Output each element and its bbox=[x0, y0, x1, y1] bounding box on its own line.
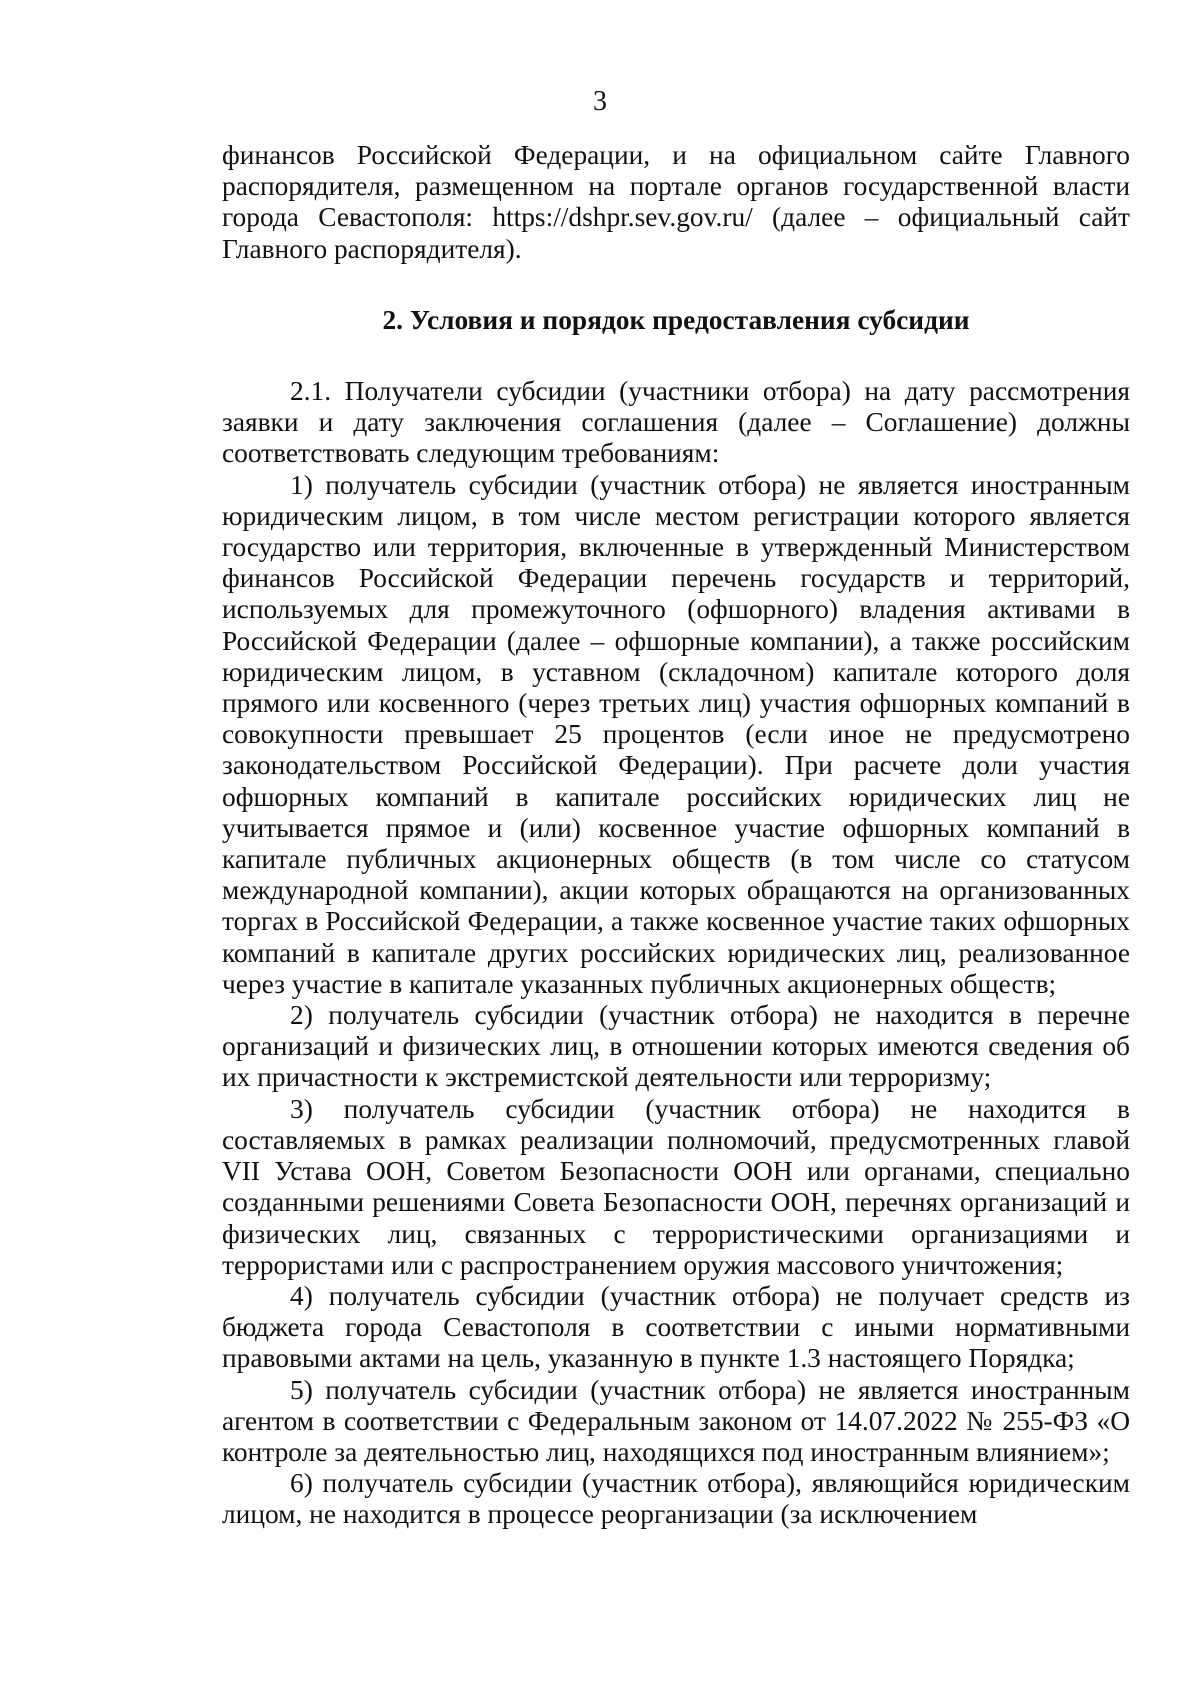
paragraph-2-1: 2.1. Получатели субсидии (участники отбора) на дату рассмотрения заявки и дату заключения соглашения (далее – Соглашение) должны соответствовать следующим требованиям: bbox=[222, 376, 1130, 469]
requirement-3: 3) получатель субсидии (участник отбора) не находится в составляемых в рамках реализации полномочий, предусмотренных главой VII Устава ООН, Советом Безопасности ООН или органами, специально созданными решениями Совета Безопасности ООН, перечнях организаций и физических лиц, связанных с террористическими организациями и террористами или с распространением оружия массового уничтожения; bbox=[222, 1093, 1130, 1280]
section-heading: 2. Условия и порядок предоставления субсидии bbox=[382, 304, 970, 335]
requirement-6: 6) получатель субсидии (участник отбора), являющийся юридическим лицом, не находится в процессе реорганизации (за исключением bbox=[222, 1468, 1130, 1530]
requirement-5: 5) получатель субсидии (участник отбора) не является иностранным агентом в соответствии с Федеральным законом от 14.07.2022 № 255-ФЗ «О контроле за деятельностью лиц, находящихся под иностранным влиянием»; bbox=[222, 1374, 1130, 1467]
requirement-4: 4) получатель субсидии (участник отбора) не получает средств из бюджета города Севастополя в соответствии с иными нормативными правовыми актами на цель, указанную в пункте 1.3 настоящего Порядка; bbox=[222, 1280, 1130, 1374]
requirement-1: 1) получатель субсидии (участник отбора) не является иностранным юридическим лицом, в том числе местом регистрации которого является государство или территория, включенные в утвержденный Министерством финансов Российской Федерации перечень государств и территорий, используемых для промежуточного (офшорного) владения активами в Российской Федерации (далее – офшорные компании), а также российским юридическим лицом, в уставном (складочном) капитале которого доля прямого или косвенного (через третьих лиц) участия офшорных компаний в совокупности превышает 25 процентов (если иное не предусмотрено законодательством Российской Федерации). При расчете доли участия офшорных компаний в капитале российских юридических лиц не учитывается прямое и (или) косвенное участие офшорных компаний в капитале публичных акционерных обществ (в том числе со статусом международной компании), акции которых обращаются на организованных торгах в Российской Федерации, а также косвенное участие таких офшорных компаний в капитале других российских юридических лиц, реализованное через участие в капитале указанных публичных акционерных обществ; bbox=[222, 469, 1130, 999]
lead-paragraph: финансов Российской Федерации, и на официальном сайте Главного распорядителя, размещенном на портале органов государственной власти города Севастополя: https://dshpr.sev.gov.ru/ (далее – официальный сайт Главного распорядителя). bbox=[222, 140, 1130, 264]
requirement-2: 2) получатель субсидии (участник отбора) не находится в перечне организаций и физических лиц, в отношении которых имеются сведения об их причастности к экстремистской деятельности или терроризму; bbox=[222, 1000, 1130, 1093]
document-body bbox=[222, 140, 1130, 1531]
page-number: 3 bbox=[593, 86, 607, 117]
